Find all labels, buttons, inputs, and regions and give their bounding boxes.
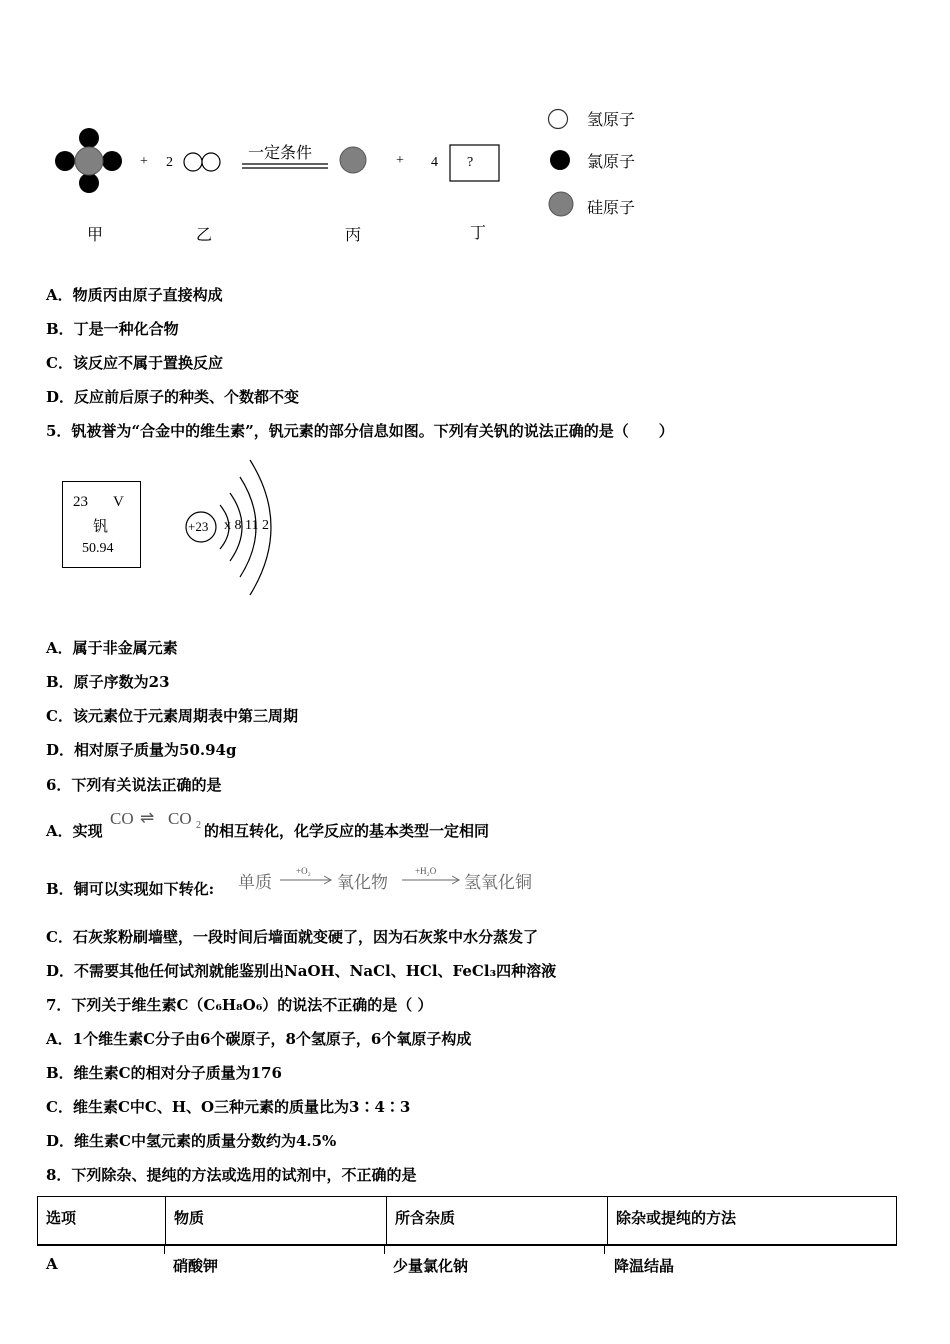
table-cell: 硝酸钾 xyxy=(173,1257,219,1275)
hydrogen-atom xyxy=(184,153,202,171)
legend-hydrogen-icon xyxy=(549,110,568,129)
q5-option-a: A．属于非金属元素 xyxy=(46,639,178,657)
table-header-cell: 物质 xyxy=(166,1197,387,1246)
table-divider xyxy=(37,1244,897,1245)
plus-sign: + xyxy=(396,153,404,168)
molecule-yi xyxy=(184,153,220,171)
q6-option-a-suffix: 的相互转化，化学反应的基本类型一定相同 xyxy=(204,822,490,840)
label-ding: 丁 xyxy=(470,223,487,242)
atomic-number: 23 xyxy=(73,494,88,510)
label-bing: 丙 xyxy=(345,225,362,244)
q6-formula-co: CO xyxy=(110,809,134,828)
table-cell: 少量氯化钠 xyxy=(393,1257,469,1275)
q6-arrow2-label: +H₂O xyxy=(415,866,437,876)
q8-stem: 8．下列除杂、提纯的方法或选用的试剂中，不正确的是 xyxy=(46,1166,417,1184)
q6-conversion-oxide: 氧化物 xyxy=(337,873,388,893)
unknown-box xyxy=(450,145,499,181)
chlorine-atom xyxy=(79,128,99,148)
q6-option-c: C．石灰浆粉刷墙壁，一段时间后墙面就变硬了，因为石灰浆中水分蒸发了 xyxy=(46,928,538,946)
q6-option-d: D．不需要其他任何试剂就能鉴别出NaOH、NaCl、HCl、FeCl₃四种溶液 xyxy=(46,962,557,980)
q4-option-b: B．丁是一种化合物 xyxy=(46,320,179,338)
label-yi: 乙 xyxy=(196,225,213,244)
table-cell: 降温结晶 xyxy=(614,1257,675,1275)
element-card xyxy=(62,481,141,568)
reaction-condition: 一定条件 xyxy=(248,143,313,162)
q7-option-a: A．1个维生素C分子由6个碳原子，8个氢原子，6个氧原子构成 xyxy=(46,1030,472,1048)
nucleus-charge: +23 xyxy=(188,519,209,534)
table-divider xyxy=(164,1244,165,1254)
coefficient-d: 4 xyxy=(431,155,438,170)
hydrogen-atom xyxy=(202,153,220,171)
q4-option-a: A．物质丙由原子直接构成 xyxy=(46,286,223,304)
q5-stem: 5．钒被誉为“合金中的维生素”，钒元素的部分信息如图。下列有关钒的说法正确的是（ ） xyxy=(46,422,674,440)
q7-stem: 7．下列关于维生素C（C₆H₈O₆）的说法不正确的是（ ） xyxy=(46,996,433,1014)
q6-option-b-prefix: B．铜可以实现如下转化: xyxy=(46,880,215,898)
q7-option-b: B．维生素C的相对分子质量为176 xyxy=(46,1064,282,1082)
q5-option-c: C．该元素位于元素周期表中第三周期 xyxy=(46,707,298,725)
q6-arrow1 xyxy=(278,874,334,886)
molecule-bing xyxy=(340,147,366,173)
plus-sign: + xyxy=(140,154,148,169)
table-header-cell: 除杂或提纯的方法 xyxy=(608,1197,897,1246)
table-divider xyxy=(384,1244,385,1254)
legend-hydrogen-label: 氢原子 xyxy=(587,110,636,129)
q5-option-b: B．原子序数为23 xyxy=(46,673,170,691)
chlorine-atom xyxy=(79,173,99,193)
coefficient-b: 2 xyxy=(166,155,173,170)
table-header-cell: 选项 xyxy=(38,1197,166,1246)
q7-option-c: C．维生素C中C、H、O三种元素的质量比为3∶4∶3 xyxy=(46,1098,411,1116)
q6-formula-subscript: 2 xyxy=(196,820,201,831)
chlorine-atom xyxy=(102,151,122,171)
unknown-mark: ? xyxy=(467,155,474,170)
table-header-row xyxy=(38,1197,897,1246)
q4-option-d: D．反应前后原子的种类、个数都不变 xyxy=(46,388,300,406)
table-cell: A xyxy=(46,1255,58,1273)
q6-stem: 6．下列有关说法正确的是 xyxy=(46,776,222,794)
label-jia: 甲 xyxy=(87,225,104,244)
q6-conversion-hydroxide: 氢氧化铜 xyxy=(464,873,532,893)
q6-option-a-prefix: A．实现 xyxy=(46,822,103,840)
q6-arrow1-label: +O₂ xyxy=(296,866,311,876)
legend-chlorine-label: 氯原子 xyxy=(587,152,636,171)
q6-arrow2 xyxy=(400,874,462,886)
silicon-atom xyxy=(75,147,103,175)
atomic-mass: 50.94 xyxy=(82,541,114,556)
legend-chlorine-icon xyxy=(550,150,570,170)
legend-silicon-label: 硅原子 xyxy=(587,198,636,217)
q6-conversion-substance: 单质 xyxy=(238,873,272,893)
table-divider xyxy=(604,1244,605,1254)
q6-formula-co2: CO xyxy=(168,809,192,828)
q4-option-c: C．该反应不属于置换反应 xyxy=(46,354,223,372)
chlorine-atom xyxy=(55,151,75,171)
legend-silicon-icon xyxy=(549,192,573,216)
element-name: 钒 xyxy=(93,517,109,535)
table-header-cell: 所含杂质 xyxy=(387,1197,608,1246)
q7-option-d: D．维生素C中氢元素的质量分数约为4.5% xyxy=(46,1132,337,1150)
q6-equilibrium-arrow: ⇌ xyxy=(140,808,155,827)
q8-table xyxy=(37,1196,897,1246)
q5-option-d: D．相对原子质量为50.94g xyxy=(46,741,237,759)
electron-shell-counts: x 8 11 2 xyxy=(224,518,269,533)
element-symbol: V xyxy=(113,494,124,510)
molecule-jia xyxy=(55,128,122,193)
